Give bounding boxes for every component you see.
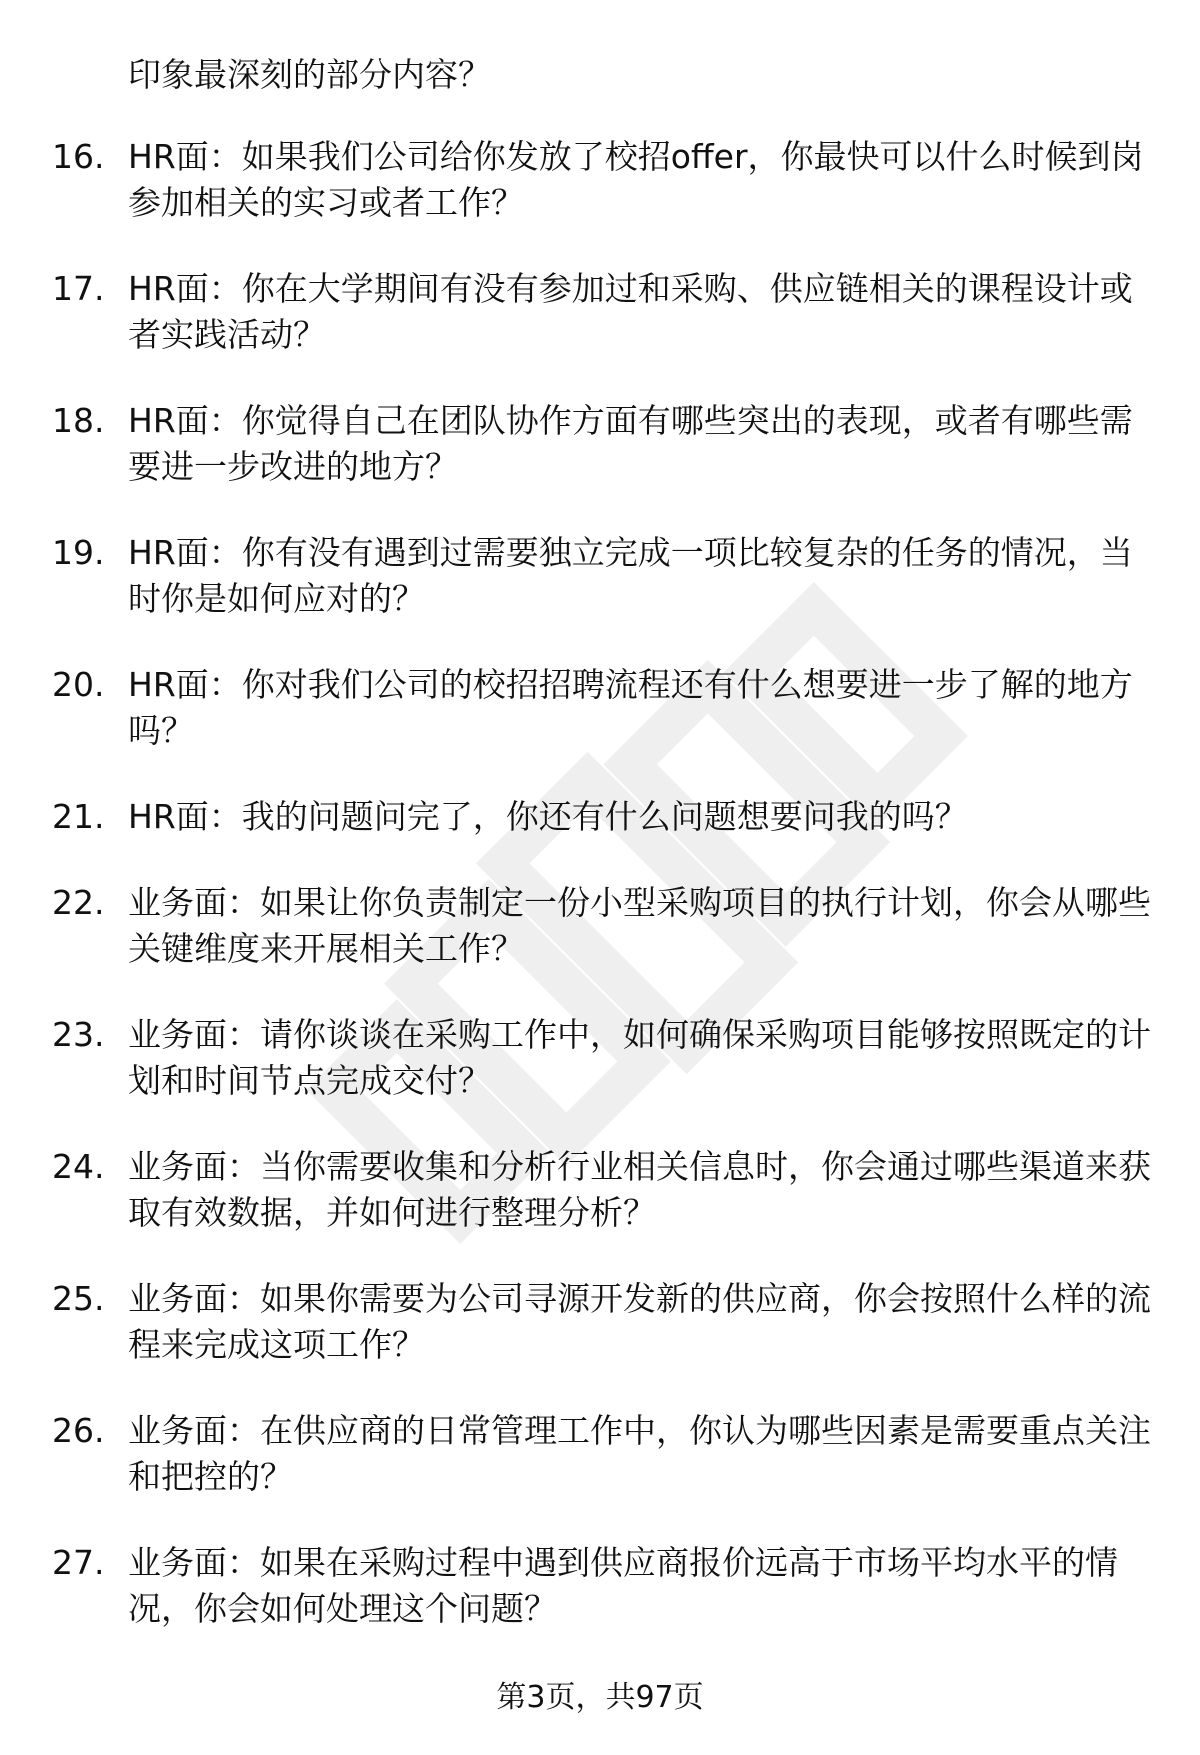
question-text: HR面：你对我们公司的校招招聘流程还有什么想要进一步了解的地方吗？: [128, 665, 1133, 750]
question-text: 业务面：在供应商的日常管理工作中，你认为哪些因素是需要重点关注和把控的？: [128, 1411, 1151, 1496]
question-text: HR面：你在大学期间有没有参加过和采购、供应链相关的课程设计或者实践活动？: [128, 269, 1133, 354]
question-item: [52, 880, 1152, 972]
question-number: 25.: [52, 1279, 105, 1318]
question-item: [52, 134, 1152, 226]
question-number: 16.: [52, 137, 105, 176]
question-item: [52, 662, 1152, 754]
question-number: 26.: [52, 1411, 105, 1450]
document-content: [52, 52, 1152, 1672]
question-item: [52, 1144, 1152, 1236]
previous-question-continuation: 印象最深刻的部分内容？: [128, 55, 491, 94]
question-number: 27.: [52, 1543, 105, 1582]
question-text: 业务面：当你需要收集和分析行业相关信息时，你会通过哪些渠道来获取有效数据，并如何进行整理分析？: [128, 1147, 1151, 1232]
question-number: 20.: [52, 665, 105, 704]
question-number: 22.: [52, 883, 105, 922]
question-text: 业务面：请你谈谈在采购工作中，如何确保采购项目能够按照既定的计划和时间节点完成交付？: [128, 1015, 1151, 1100]
question-text: HR面：我的问题问完了，你还有什么问题想要问我的吗？: [128, 797, 968, 836]
page-footer: 第3页，共97页: [496, 1680, 704, 1715]
question-number: 21.: [52, 797, 105, 836]
question-text: HR面：如果我们公司给你发放了校招offer，你最快可以什么时候到岗参加相关的实习或者工作？: [128, 137, 1144, 222]
question-item: [52, 1012, 1152, 1104]
question-text: 业务面：如果在采购过程中遇到供应商报价远高于市场平均水平的情况，你会如何处理这个问题？: [128, 1543, 1118, 1628]
question-text: 业务面：如果你需要为公司寻源开发新的供应商，你会按照什么样的流程来完成这项工作？: [128, 1279, 1151, 1364]
question-item: [52, 266, 1152, 358]
question-item: [52, 1408, 1152, 1500]
question-list: [52, 134, 1152, 1632]
question-number: 19.: [52, 533, 105, 572]
question-number: 24.: [52, 1147, 105, 1186]
question-text: HR面：你觉得自己在团队协作方面有哪些突出的表现，或者有哪些需要进一步改进的地方？: [128, 401, 1133, 486]
question-item: [52, 1540, 1152, 1632]
question-item: [52, 1276, 1152, 1368]
question-number: 23.: [52, 1015, 105, 1054]
question-text: 业务面：如果让你负责制定一份小型采购项目的执行计划，你会从哪些关键维度来开展相关工作？: [128, 883, 1151, 968]
question-item: [52, 530, 1152, 622]
question-text: HR面：你有没有遇到过需要独立完成一项比较复杂的任务的情况，当时你是如何应对的？: [128, 533, 1133, 618]
question-number: 18.: [52, 401, 105, 440]
question-number: 17.: [52, 269, 105, 308]
question-item: [52, 398, 1152, 490]
question-item: [52, 794, 1152, 840]
